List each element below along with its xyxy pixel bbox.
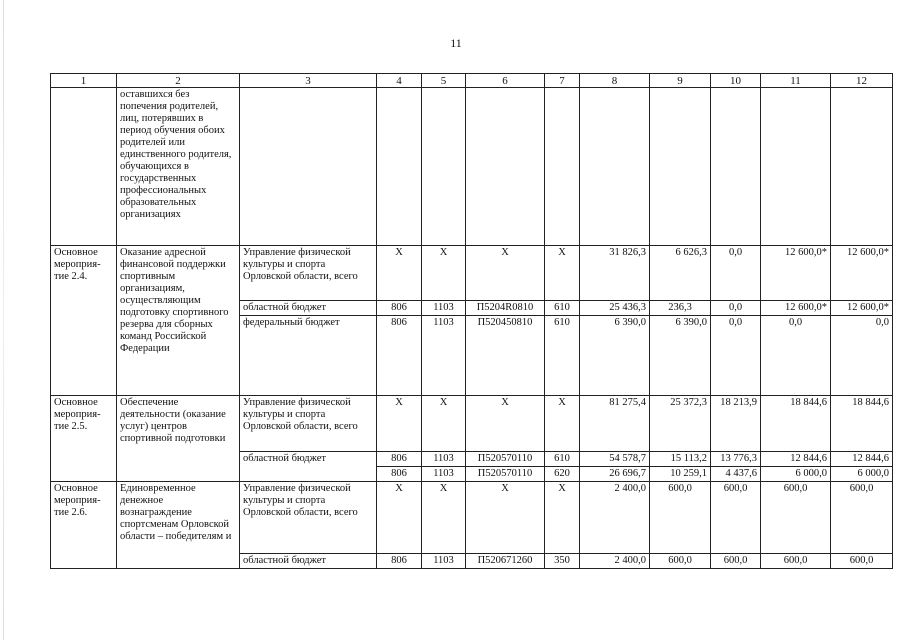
table-cell: 6 000,0 — [831, 467, 893, 482]
table-cell: 12 600,0* — [761, 246, 831, 301]
table-cell: 12 600,0* — [761, 301, 831, 316]
table-cell: 610 — [545, 301, 580, 316]
table-cell — [711, 88, 761, 246]
table-cell: 610 — [545, 316, 580, 396]
table-cell: 610 — [545, 452, 580, 467]
measure-description: Оказание адресной финансовой поддержки спортивным организациям, осуществляющим подготовку спортивного резерва для сборных команд Российской Федерации — [117, 246, 240, 396]
measure-number: Основное мероприя-тие 2.4. — [51, 246, 117, 396]
measure-number: Основное мероприя-тие 2.5. — [51, 396, 117, 482]
table-cell: 54 578,7 — [580, 452, 650, 467]
table-cell: П520671260 — [466, 554, 545, 569]
table-row — [51, 88, 893, 246]
budget-table — [50, 73, 893, 569]
table-cell: 600,0 — [761, 482, 831, 554]
header-cell: 11 — [761, 74, 831, 88]
table-cell — [580, 88, 650, 246]
measure-number: Основное мероприя-тие 2.6. — [51, 482, 117, 569]
table-cell: 806 — [377, 467, 422, 482]
table-cell: 0,0 — [761, 316, 831, 396]
table-cell: Х — [466, 246, 545, 301]
executor: Управление физической культуры и спорта Орловской области, всего — [240, 482, 377, 554]
measure-description: Единовременное денежное вознаграждение спортсменам Орловской области – победителям и — [117, 482, 240, 569]
table-cell: 2 400,0 — [580, 554, 650, 569]
table-cell: Х — [545, 482, 580, 554]
table-cell: 806 — [377, 452, 422, 467]
table-cell — [761, 88, 831, 246]
table-cell — [377, 88, 422, 246]
table-cell: 10 259,1 — [650, 467, 711, 482]
table-row — [51, 246, 893, 301]
table-cell: Х — [545, 396, 580, 452]
table-cell: 236,3 — [650, 301, 711, 316]
table-cell: 15 113,2 — [650, 452, 711, 467]
header-cell: 6 — [466, 74, 545, 88]
header-cell: 10 — [711, 74, 761, 88]
table-cell — [545, 88, 580, 246]
table-cell: 600,0 — [650, 554, 711, 569]
header-cell: 12 — [831, 74, 893, 88]
table-cell: 18 844,6 — [831, 396, 893, 452]
header-cell: 5 — [422, 74, 466, 88]
table-cell: 620 — [545, 467, 580, 482]
table-cell: 0,0 — [711, 246, 761, 301]
table-cell: Х — [377, 246, 422, 301]
table-row — [51, 396, 893, 452]
table-cell: 600,0 — [650, 482, 711, 554]
header-cell: 4 — [377, 74, 422, 88]
table-cell: 1103 — [422, 316, 466, 396]
table-cell: 806 — [377, 316, 422, 396]
table-cell: П520570110 — [466, 452, 545, 467]
table-cell: 6 390,0 — [580, 316, 650, 396]
table-cell: 26 696,7 — [580, 467, 650, 482]
table-cell — [650, 88, 711, 246]
table-cell: 4 437,6 — [711, 467, 761, 482]
header-cell: 1 — [51, 74, 117, 88]
table-cell: федеральный бюджет — [240, 316, 377, 396]
header-cell: 9 — [650, 74, 711, 88]
table-cell: 0,0 — [711, 301, 761, 316]
table-cell: 2 400,0 — [580, 482, 650, 554]
table-cell: 600,0 — [711, 554, 761, 569]
table-cell: 12 844,6 — [761, 452, 831, 467]
table-cell — [466, 88, 545, 246]
header-cell: 7 — [545, 74, 580, 88]
header-row — [51, 74, 893, 88]
page-number: 11 — [450, 36, 462, 50]
table-row — [51, 482, 893, 554]
table-cell: 806 — [377, 554, 422, 569]
table-cell: 6 000,0 — [761, 467, 831, 482]
table-cell: 1103 — [422, 301, 466, 316]
executor: Управление физической культуры и спорта Орловской области, всего — [240, 246, 377, 301]
table-cell: Х — [422, 246, 466, 301]
table-cell: Х — [422, 396, 466, 452]
table-cell: 81 275,4 — [580, 396, 650, 452]
continuation-text: оставшихся без попечения родителей, лиц, потерявших в период обучения обоих родителей или единственного родителя, обучающихся в государственных профессиональных образовательных организациях — [117, 88, 240, 246]
table-cell: 13 776,3 — [711, 452, 761, 467]
table-cell: областной бюджет — [240, 301, 377, 316]
table-cell — [51, 88, 117, 246]
table-cell: Х — [466, 482, 545, 554]
table-cell — [831, 88, 893, 246]
table-cell: Х — [422, 482, 466, 554]
table-cell: 31 826,3 — [580, 246, 650, 301]
table-cell: П520450810 — [466, 316, 545, 396]
table-cell: Х — [545, 246, 580, 301]
table-cell: 600,0 — [711, 482, 761, 554]
scan-edge — [3, 0, 4, 640]
header-cell: 3 — [240, 74, 377, 88]
table-cell: 600,0 — [831, 554, 893, 569]
table-cell — [240, 88, 377, 246]
table-cell: 25 436,3 — [580, 301, 650, 316]
table-cell: областной бюджет — [240, 452, 377, 482]
table-cell — [422, 88, 466, 246]
table-cell: 18 844,6 — [761, 396, 831, 452]
measure-description: Обеспечение деятельности (оказание услуг) центров спортивной подготовки — [117, 396, 240, 482]
table-cell: 600,0 — [761, 554, 831, 569]
table-cell: 12 600,0* — [831, 246, 893, 301]
table-cell: Х — [466, 396, 545, 452]
table-cell: 1103 — [422, 452, 466, 467]
header-cell: 2 — [117, 74, 240, 88]
table-cell: 0,0 — [831, 316, 893, 396]
table-cell: 12 844,6 — [831, 452, 893, 467]
table-cell: Х — [377, 396, 422, 452]
table-cell: 0,0 — [711, 316, 761, 396]
header-cell: 8 — [580, 74, 650, 88]
table-cell: 25 372,3 — [650, 396, 711, 452]
table-cell: 600,0 — [831, 482, 893, 554]
table-cell: П5204R0810 — [466, 301, 545, 316]
executor: Управление физической культуры и спорта Орловской области, всего — [240, 396, 377, 452]
table-cell: 12 600,0* — [831, 301, 893, 316]
table-cell: 350 — [545, 554, 580, 569]
table-cell: 1103 — [422, 554, 466, 569]
table-cell: областной бюджет — [240, 554, 377, 569]
table-cell: Х — [377, 482, 422, 554]
table-cell: П520570110 — [466, 467, 545, 482]
table-cell: 6 626,3 — [650, 246, 711, 301]
table-cell: 18 213,9 — [711, 396, 761, 452]
table-cell: 806 — [377, 301, 422, 316]
table-cell: 6 390,0 — [650, 316, 711, 396]
table-cell: 1103 — [422, 467, 466, 482]
